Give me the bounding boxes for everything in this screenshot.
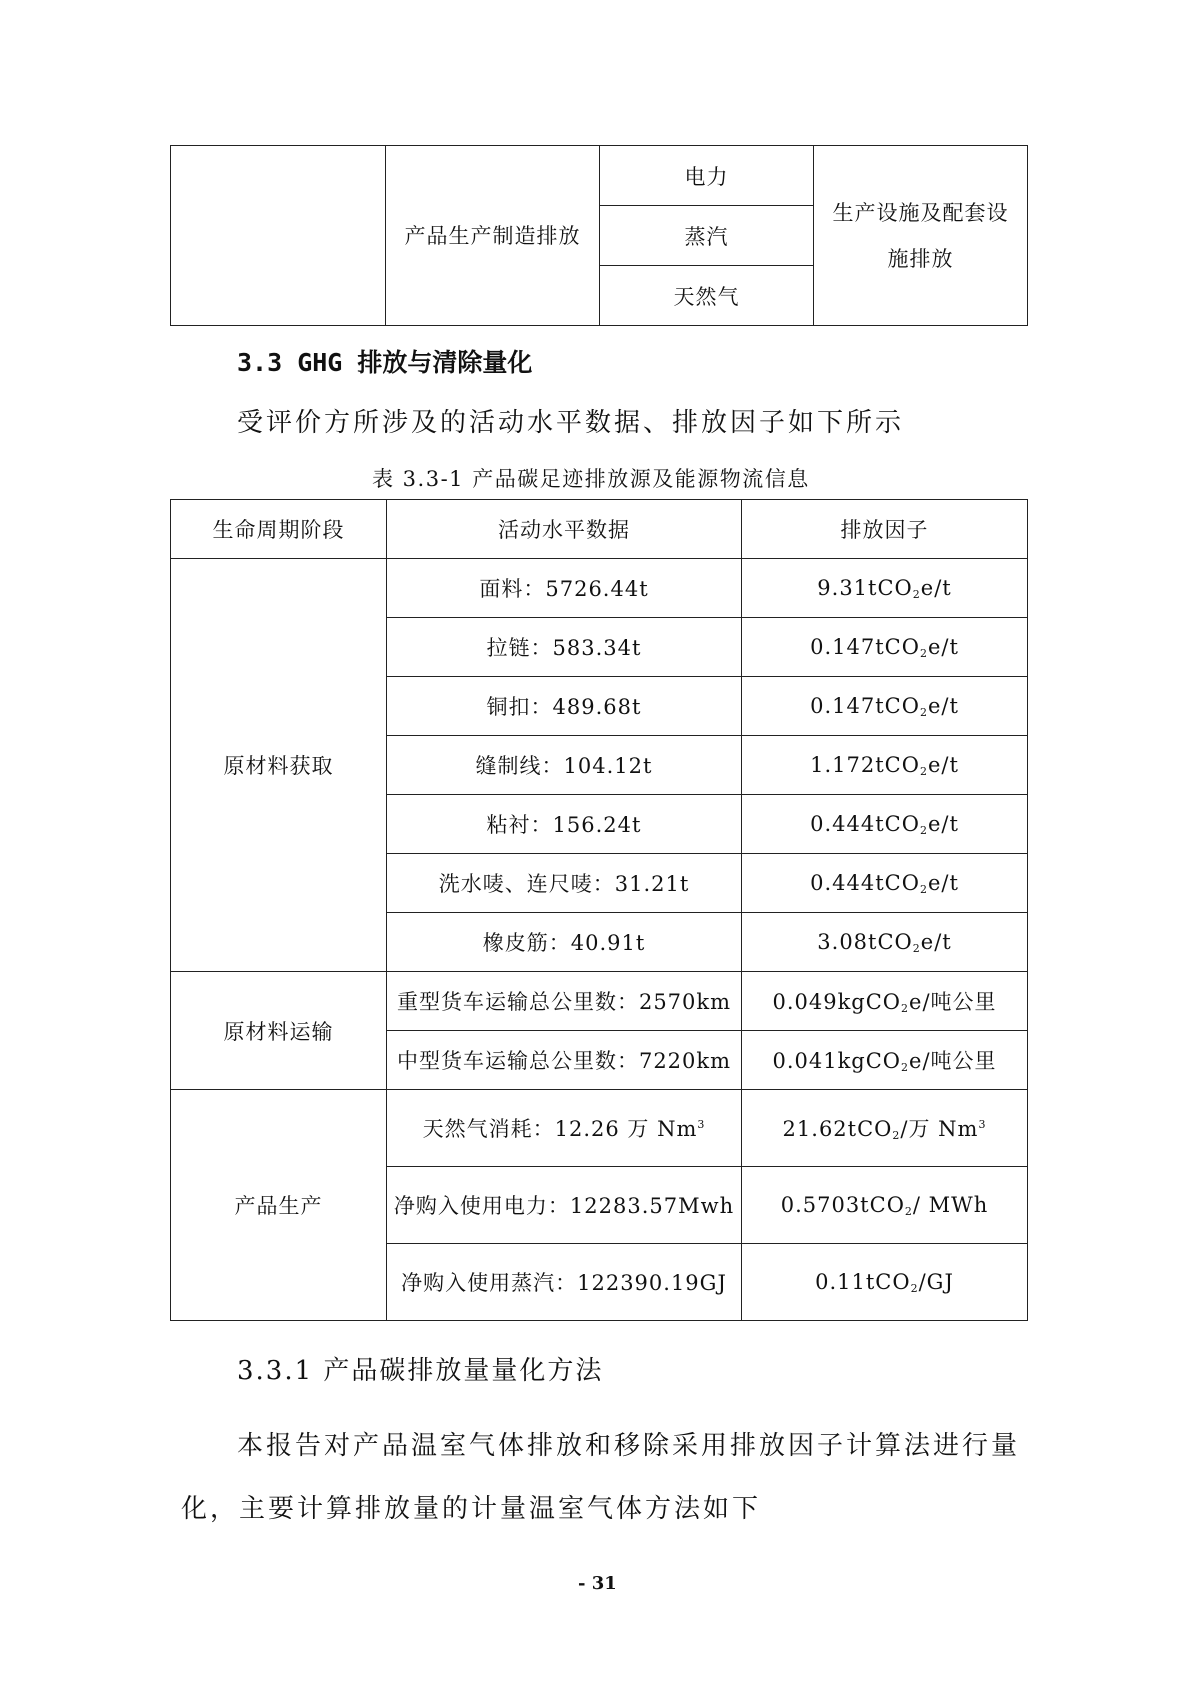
activity-data-cell [387, 1244, 742, 1321]
activity-text: 拉链：583.34t [486, 636, 642, 660]
activity-data-cell [387, 913, 742, 972]
lifecycle-stage-cell: 原材料运输 [171, 972, 387, 1090]
factor-unit: e/t [927, 870, 959, 895]
emission-category: 产品生产制造排放 [386, 146, 600, 326]
factor-text: 3.08tCO [817, 929, 913, 954]
factor-text: 0.444tCO [810, 870, 920, 895]
table-row [171, 1090, 1028, 1167]
factor-text: 0.5703tCO [780, 1192, 905, 1217]
factor-superscript: 3 [978, 1118, 987, 1131]
activity-data-cell [387, 618, 742, 677]
header-factor: 排放因子 [742, 500, 1028, 559]
factor-text: 0.444tCO [810, 811, 920, 836]
activity-text: 天然气消耗：12.26 万 Nm [422, 1117, 698, 1141]
emission-data-table [170, 499, 1028, 1321]
factor-subscript: 2 [904, 1204, 913, 1218]
activity-data-cell [387, 677, 742, 736]
emission-factor-cell [742, 1090, 1028, 1167]
factor-unit: e/t [927, 693, 959, 718]
activity-text: 净购入使用电力：12283.57Mwh [393, 1194, 735, 1218]
factor-subscript: 2 [901, 1061, 910, 1074]
lifecycle-stage-cell: 产品生产 [171, 1090, 387, 1321]
emission-factor-cell [742, 972, 1028, 1031]
emission-factor-cell [742, 1244, 1028, 1321]
factor-unit: e/吨公里 [909, 1049, 997, 1073]
factor-subscript: 2 [919, 823, 928, 837]
factor-subscript: 2 [919, 882, 928, 896]
factor-text: 1.172tCO [810, 752, 920, 777]
emission-factor-cell [742, 736, 1028, 795]
subsection-para-line2: 化，主要计算排放量的计量温室气体方法如下 [181, 1494, 762, 1524]
table-caption: 表 3.3-1 产品碳足迹排放源及能源物流信息 [372, 467, 810, 491]
emission-factor-cell [742, 1031, 1028, 1090]
lifecycle-stage-cell: 原材料获取 [171, 559, 387, 972]
emission-factor-cell [742, 795, 1028, 854]
header-stage: 生命周期阶段 [171, 500, 387, 559]
table-row [171, 559, 1028, 618]
activity-text: 重型货车运输总公里数：2570km [396, 990, 732, 1014]
source-natural-gas: 天然气 [600, 266, 814, 326]
activity-text: 缝制线：104.12t [475, 754, 653, 778]
activity-data-cell [387, 1090, 742, 1167]
factor-text: 0.11tCO [815, 1269, 911, 1294]
factor-unit: e/t [920, 929, 952, 954]
section-heading: 3.3 GHG 排放与清除量化 [237, 348, 533, 377]
activity-text: 洗水唛、连尺唛：31.21t [438, 872, 690, 896]
header-activity: 活动水平数据 [387, 500, 742, 559]
activity-text: 面料：5726.44t [479, 577, 649, 601]
emission-boundary: 生产设施及配套设施排放 [814, 146, 1028, 326]
source-electricity: 电力 [600, 146, 814, 206]
activity-text: 粘衬：156.24t [486, 813, 642, 837]
table-header-row [171, 500, 1028, 559]
activity-data-cell [387, 559, 742, 618]
emission-factor-cell [742, 559, 1028, 618]
factor-subscript: 2 [912, 941, 921, 955]
factor-unit: e/t [927, 811, 959, 836]
factor-unit: e/t [927, 752, 959, 777]
factor-unit: /GJ [918, 1269, 954, 1294]
factor-unit: e/t [920, 575, 952, 600]
subsection-heading: 3.3.1 产品碳排放量量化方法 [237, 1356, 604, 1386]
factor-unit: e/吨公里 [909, 990, 997, 1014]
source-steam: 蒸汽 [600, 206, 814, 266]
emission-factor-cell [742, 854, 1028, 913]
factor-subscript: 2 [919, 646, 928, 660]
factor-subscript: 2 [892, 1129, 901, 1142]
activity-text: 铜扣：489.68t [486, 695, 642, 719]
factor-text: 21.62tCO [782, 1117, 893, 1141]
activity-data-cell [387, 854, 742, 913]
factor-text: 0.147tCO [810, 693, 920, 718]
page-number: - 31 [578, 1573, 617, 1594]
table-row [171, 972, 1028, 1031]
activity-data-cell [387, 736, 742, 795]
factor-subscript: 2 [901, 1002, 910, 1015]
factor-unit: / MWh [912, 1192, 989, 1217]
activity-data-cell [387, 795, 742, 854]
factor-subscript: 2 [919, 705, 928, 719]
factor-text: 0.041kgCO [772, 1049, 902, 1073]
top-table [170, 145, 1028, 326]
emission-factor-cell [742, 677, 1028, 736]
activity-data-cell [387, 1167, 742, 1244]
activity-superscript: 3 [697, 1118, 706, 1131]
section-intro: 受评价方所涉及的活动水平数据、排放因子如下所示 [237, 408, 905, 438]
factor-subscript: 2 [910, 1281, 919, 1295]
factor-text: 0.049kgCO [772, 990, 902, 1014]
subsection-para-line1: 本报告对产品温室气体排放和移除采用排放因子计算法进行量 [237, 1431, 1021, 1461]
factor-unit: e/t [927, 634, 959, 659]
emission-factor-cell [742, 913, 1028, 972]
activity-text: 中型货车运输总公里数：7220km [396, 1049, 732, 1073]
emission-factor-cell [742, 1167, 1028, 1244]
activity-data-cell [387, 1031, 742, 1090]
factor-unit: /万 Nm [900, 1117, 979, 1141]
empty-cell [171, 146, 386, 326]
factor-subscript: 2 [919, 764, 928, 778]
activity-text: 橡皮筋：40.91t [482, 931, 646, 955]
factor-text: 9.31tCO [817, 575, 913, 600]
emission-factor-cell [742, 618, 1028, 677]
activity-text: 净购入使用蒸汽：122390.19GJ [401, 1271, 727, 1295]
activity-data-cell [387, 972, 742, 1031]
factor-subscript: 2 [912, 587, 921, 601]
factor-text: 0.147tCO [810, 634, 920, 659]
